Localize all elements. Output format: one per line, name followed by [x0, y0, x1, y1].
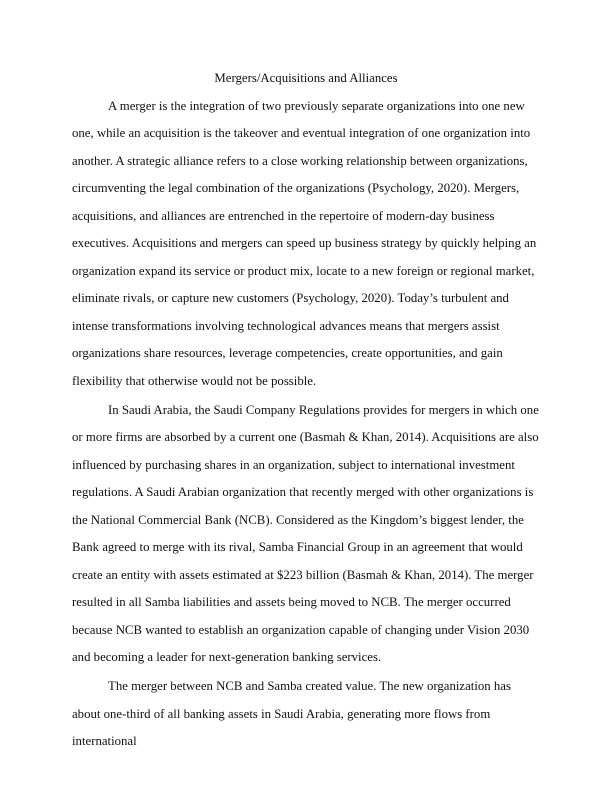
- document-title: Mergers/Acquisitions and Alliances: [214, 71, 398, 85]
- paragraph-2: In Saudi Arabia, the Saudi Company Regulations provides for mergers in which one or more firms are absorbed by a current one (Basmah & Khan, 2014). Acquisitions are also influenced by purchasing shares in an organization, subject to international investment regulations. A Saudi Arabian organization that recently merged with other organizations is the National Commercial Bank (NCB). Considered as the Kingdom’s biggest lender, the Bank agreed to merge with its rival, Samba Financial Group in an agreement that would create an entity with assets estimated at $223 billion (Basmah & Khan, 2014). The merger resulted in all Samba liabilities and assets being moved to NCB. The merger occurred because NCB wanted to establish an organization capable of changing under Vision 2030 and becoming a leader for next-generation banking services.: [72, 402, 539, 665]
- paragraph-1: A merger is the integration of two previously separate organizations into one new one, while an acquisition is the takeover and eventual integration of one organization into another. A strategic alliance refers to a close working relationship between organizations, circumventing the legal combination of the organizations (Psychology, 2020). Mergers, acquisitions, and alliances are entrenched in the repertoire of modern-day business executives. Acquisitions and mergers can speed up business strategy by quickly helping an organization expand its service or product mix, locate to a new foreign or regional market, eliminate rivals, or capture new customers (Psychology, 2020). Today’s turbulent and intense transformations involving technological advances means that mergers assist organizations share resources, leverage competencies, create opportunities, and gain flexibility that otherwise would not be possible.: [72, 98, 537, 389]
- document-body: [72, 65, 540, 756]
- paragraph-3: The merger between NCB and Samba created value. The new organization has about one-third of all banking assets in Saudi Arabia, generating more flows from international: [72, 679, 511, 749]
